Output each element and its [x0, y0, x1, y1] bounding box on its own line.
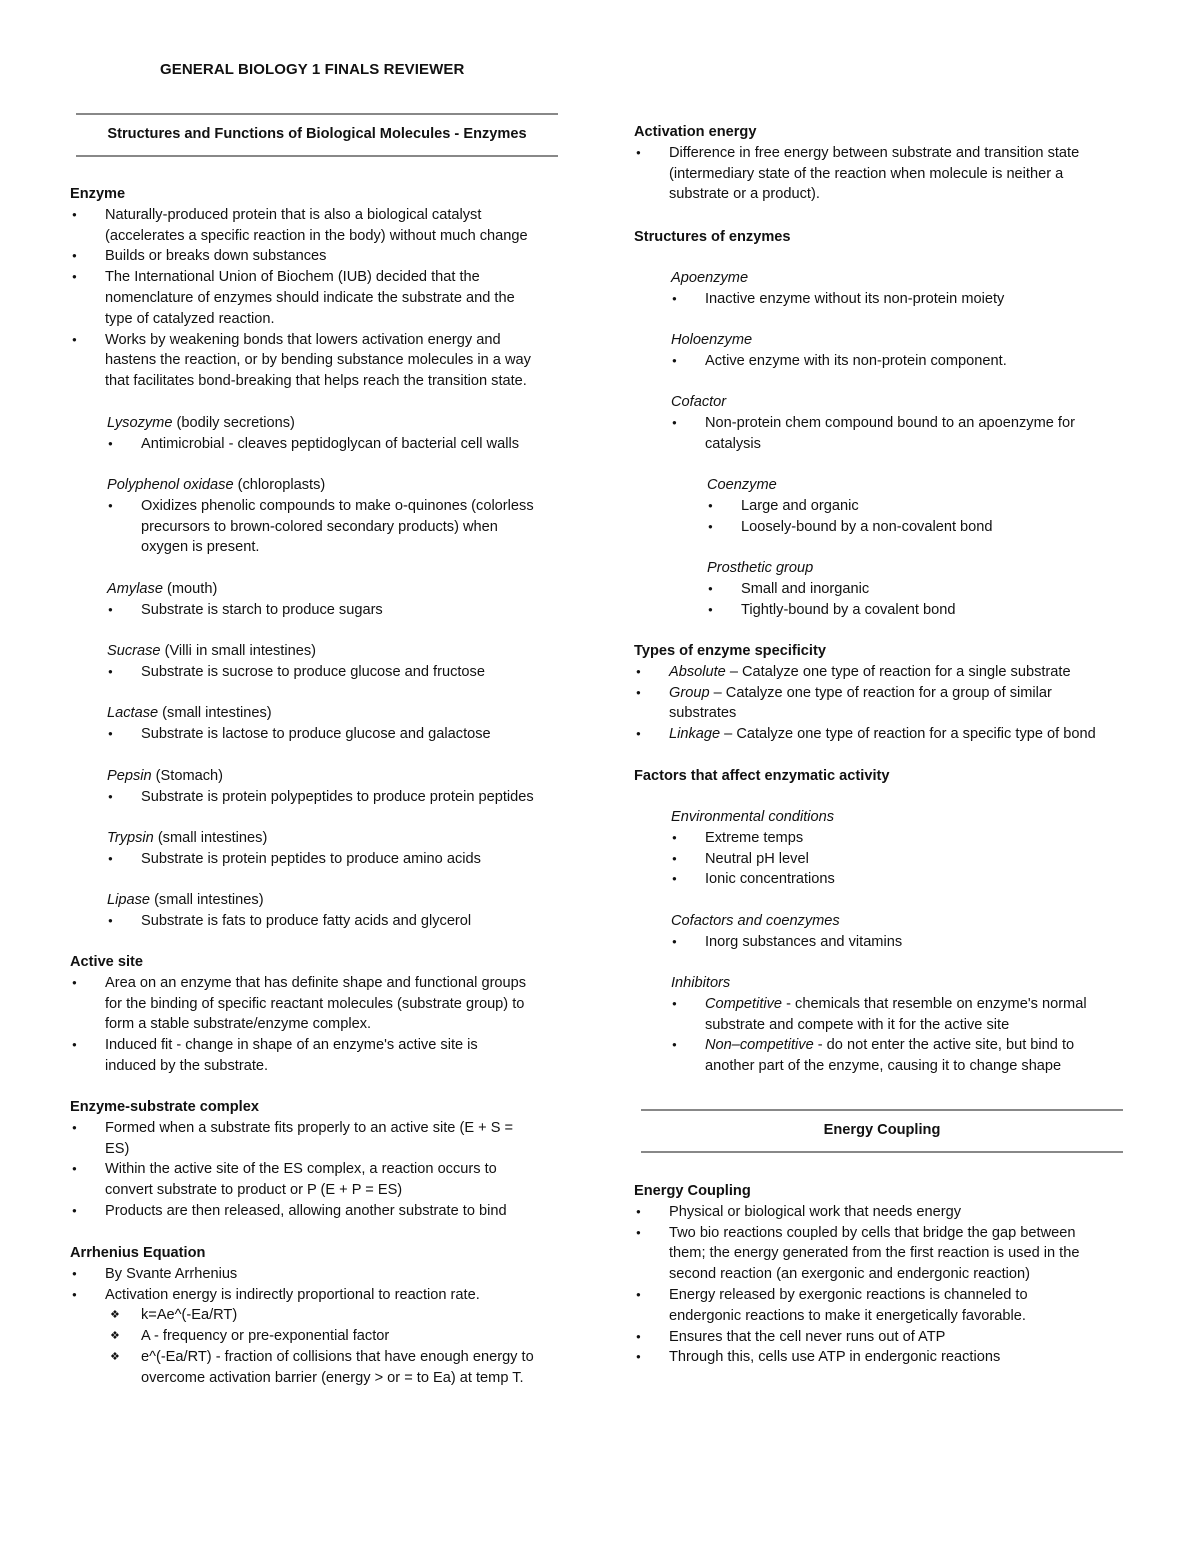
factor-title: Cofactors and coenzymes — [671, 913, 840, 929]
list-item: ● Non-protein chem compound bound to an apoenzyme for — [634, 413, 1134, 434]
list-item: ● Non–competitive - do not enter the active site, but bind to — [634, 1035, 1134, 1056]
list-item: ● Neutral pH level — [634, 849, 1134, 870]
coenzyme-block — [634, 475, 1134, 537]
list-item-cont: (intermediary state of the reaction when molecule is neither a — [669, 165, 1064, 182]
sub-list-item-cont: overcome activation barrier (energy > or = to Ea) at temp T. — [141, 1369, 524, 1386]
list-item: ● Loosely-bound by a non-covalent bond — [634, 517, 1134, 538]
enzyme-example-title: Amylase (mouth) — [107, 581, 218, 597]
environmental-block — [634, 807, 1134, 890]
list-item: ● Substrate is starch to produce sugars — [70, 600, 570, 621]
list-item-cont: hastens the reaction, or by bending substance molecules in a way — [105, 352, 531, 369]
holoenzyme-block — [634, 330, 1134, 372]
polyphenol-block — [70, 475, 570, 558]
amylase-block — [70, 579, 570, 621]
list-item-cont: oxygen is present. — [141, 539, 260, 556]
heading-structures: Structures of enzymes — [634, 229, 791, 245]
heading-es-complex: Enzyme-substrate complex — [70, 1099, 259, 1115]
list-item-cont: type of catalyzed reaction. — [105, 310, 275, 327]
heading-active-site: Active site — [70, 954, 144, 970]
list-item-cont: nomenclature of enzymes should indicate the substrate and the — [105, 289, 515, 306]
list-item: ● Naturally-produced protein that is also a biological catalyst — [70, 205, 570, 226]
list-item: ● Substrate is protein peptides to produce amino acids — [70, 849, 570, 870]
sub-list-item: ❖ A - frequency or pre-exponential factor — [70, 1326, 570, 1347]
list-item: ● Substrate is sucrose to produce glucose and fructose — [70, 662, 570, 683]
list-item: ● Small and inorganic — [634, 579, 1134, 600]
list-item: ● Substrate is lactose to produce glucose and galactose — [70, 724, 570, 745]
list-item: ● Two bio reactions coupled by cells that bridge the gap between — [634, 1223, 1134, 1244]
list-item: ● Physical or biological work that needs energy — [634, 1202, 1134, 1223]
list-item-cont: them; the energy generated from the first reaction is used in the — [669, 1245, 1080, 1262]
list-item: ● Linkage – Catalyze one type of reaction for a specific type of bond — [634, 724, 1134, 745]
list-item: ● Products are then released, allowing another substrate to bind — [70, 1201, 570, 1222]
list-item: ● Area on an enzyme that has definite shape and functional groups — [70, 973, 570, 994]
list-item: ● Antimicrobial - cleaves peptidoglycan of bacterial cell walls — [70, 434, 570, 455]
list-item: ● Difference in free energy between substrate and transition state — [634, 143, 1134, 164]
list-item-cont: convert substrate to product or P (E + P = ES) — [105, 1182, 403, 1199]
structure-title: Holoenzyme — [671, 332, 753, 348]
list-item: ● Energy released by exergonic reactions is channeled to — [634, 1285, 1134, 1306]
enzyme-example-title: Lipase (small intestines) — [107, 892, 264, 908]
factors-heading-block — [634, 766, 1134, 787]
inhibitors-block — [634, 973, 1134, 1077]
list-item-cont: that facilitates bond-breaking that helps reach the transition state. — [105, 373, 527, 390]
sub-list-item: ❖ k=Ae^(-Ea/RT) — [70, 1305, 570, 1326]
energy-coupling-block — [634, 1181, 1134, 1368]
heading-activation-energy: Activation energy — [634, 124, 757, 140]
prosthetic-block — [634, 558, 1134, 620]
list-item: ● Through this, cells use ATP in endergonic reactions — [634, 1347, 1134, 1368]
section-header-energy-coupling — [641, 1109, 1123, 1153]
enzyme-example-title: Polyphenol oxidase (chloroplasts) — [107, 477, 326, 493]
list-item-cont: for the binding of specific reactant molecules (substrate group) to — [105, 995, 525, 1012]
active-site-block — [70, 952, 570, 1077]
sucrase-block — [70, 641, 570, 683]
list-item: ● Substrate is protein polypeptides to produce protein peptides — [70, 787, 570, 808]
list-item-cont: (accelerates a specific reaction in the body) without much change — [105, 227, 528, 244]
arrhenius-block — [70, 1243, 570, 1389]
list-item: ● Extreme temps — [634, 828, 1134, 849]
specificity-block — [634, 641, 1134, 745]
list-item-cont: substrates — [669, 705, 737, 722]
section-title: Structures and Functions of Biological Molecules - Enzymes — [107, 126, 527, 142]
enzyme-example-title: Lactase (small intestines) — [107, 705, 272, 721]
list-item: ● Formed when a substrate fits properly to an active site (E + S = — [70, 1118, 570, 1139]
list-item: ● Group – Catalyze one type of reaction for a group of similar — [634, 683, 1134, 704]
lysozyme-block — [70, 413, 570, 455]
list-item-cont: substrate or a product). — [669, 186, 820, 203]
pepsin-block — [70, 766, 570, 808]
list-item: ● Works by weakening bonds that lowers activation energy and — [70, 330, 570, 351]
section-title: Energy Coupling — [823, 1122, 941, 1138]
heading-specificity: Types of enzyme specificity — [634, 643, 826, 659]
list-item: ● Inorg substances and vitamins — [634, 932, 1134, 953]
list-item: ● Builds or breaks down substances — [70, 246, 570, 267]
enzyme-example-title: Lysozyme (bodily secretions) — [107, 415, 295, 431]
structure-subtitle: Prosthetic group — [707, 560, 814, 576]
list-item: ● Competitive - chemicals that resemble on enzyme's normal — [634, 994, 1134, 1015]
es-complex-block — [70, 1097, 570, 1222]
list-item: ● Ensures that the cell never runs out of ATP — [634, 1327, 1134, 1348]
heading-energy-coupling: Energy Coupling — [634, 1183, 751, 1199]
list-item: ● Oxidizes phenolic compounds to make o-quinones (colorless — [70, 496, 570, 517]
sub-list-item: ❖ e^(-Ea/RT) - fraction of collisions that have enough energy to — [70, 1347, 570, 1368]
page-title: GENERAL BIOLOGY 1 FINALS REVIEWER — [160, 61, 465, 78]
list-item-cont: another part of the enzyme, causing it to change shape — [705, 1058, 1062, 1075]
lipase-block — [70, 890, 570, 932]
enzyme-block — [70, 184, 570, 392]
list-item: ● Induced fit - change in shape of an enzyme's active site is — [70, 1035, 570, 1056]
heading-factors: Factors that affect enzymatic activity — [634, 768, 890, 784]
list-item: ● Absolute – Catalyze one type of reaction for a single substrate — [634, 662, 1134, 683]
list-item: ● Within the active site of the ES complex, a reaction occurs to — [70, 1159, 570, 1180]
heading-enzyme: Enzyme — [70, 186, 126, 202]
list-item-cont: precursors to brown-colored secondary products) when — [141, 518, 498, 535]
list-item: ● Activation energy is indirectly proportional to reaction rate. — [70, 1285, 570, 1306]
list-item: ● Substrate is fats to produce fatty acids and glycerol — [70, 911, 570, 932]
activation-energy-block — [634, 122, 1134, 205]
list-item-cont: second reaction (an exergonic and endergonic reaction) — [669, 1266, 1031, 1283]
list-item-cont: induced by the substrate. — [105, 1057, 269, 1074]
list-item: ● The International Union of Biochem (IUB) decided that the — [70, 267, 570, 288]
list-item-cont: catalysis — [705, 435, 761, 452]
list-item: ● Ionic concentrations — [634, 869, 1134, 890]
list-item-cont: endergonic reactions to make it energetically favorable. — [669, 1307, 1026, 1324]
list-item: ● Tightly-bound by a covalent bond — [634, 600, 1134, 621]
structure-title: Cofactor — [671, 394, 727, 410]
trypsin-block — [70, 828, 570, 870]
enzyme-example-title: Trypsin (small intestines) — [107, 830, 268, 846]
factor-title: Inhibitors — [671, 975, 731, 991]
list-item-cont: ES) — [105, 1140, 130, 1157]
list-item: ● Inactive enzyme without its non-protein moiety — [634, 289, 1134, 310]
list-item: ● By Svante Arrhenius — [70, 1264, 570, 1285]
enzyme-example-title: Sucrase (Villi in small intestines) — [107, 643, 316, 659]
structure-subtitle: Coenzyme — [707, 477, 777, 493]
structures-heading-block — [634, 227, 1134, 248]
heading-arrhenius: Arrhenius Equation — [70, 1245, 206, 1261]
cofactor-block — [634, 392, 1134, 454]
enzyme-example-title: Pepsin (Stomach) — [107, 768, 223, 784]
apoenzyme-block — [634, 268, 1134, 310]
list-item: ● Active enzyme with its non-protein component. — [634, 351, 1134, 372]
list-item-cont: form a stable substrate/enzyme complex. — [105, 1016, 372, 1033]
structure-title: Apoenzyme — [671, 270, 749, 286]
cofactors-coenzymes-block — [634, 911, 1134, 953]
list-item-cont: substrate and compete with it for the active site — [705, 1016, 1010, 1033]
section-header-enzymes — [76, 113, 558, 157]
factor-title: Environmental conditions — [671, 809, 835, 825]
list-item: ● Large and organic — [634, 496, 1134, 517]
lactase-block — [70, 703, 570, 745]
